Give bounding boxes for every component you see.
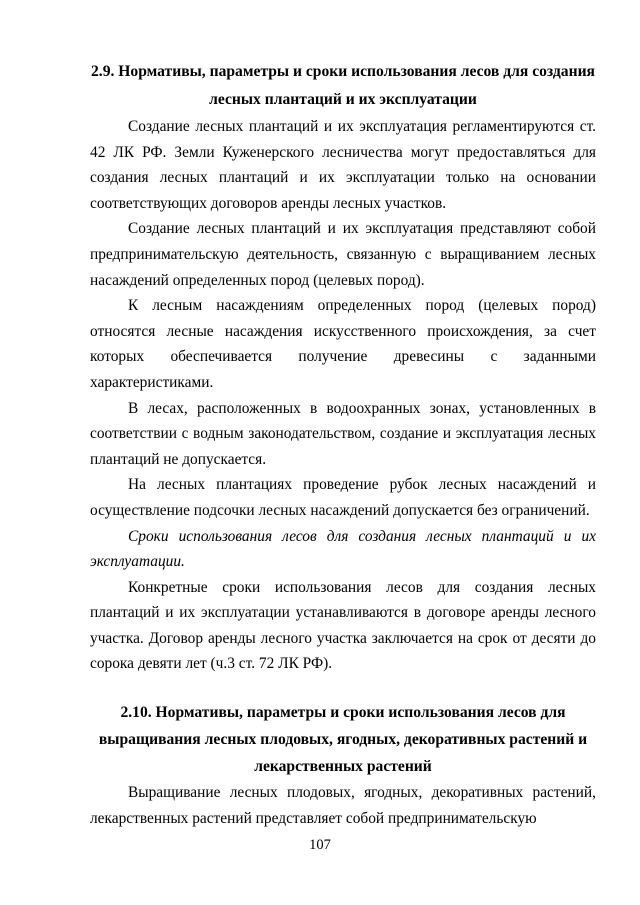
section-2-9-title: 2.9. Нормативы, параметры и сроки использования лесов для создания лесных плантаций и их эксплуатации [91, 63, 595, 108]
section-2-9-paragraph-1: Создание лесных плантаций и их эксплуатация регламентируются ст. 42 ЛК РФ. Земли Куженерского лесничества могут предоставляться для создания лесных плантаций и их эксплуатации только на основании соответствующих договоров аренды лесных участков. [90, 118, 596, 212]
section-2-9-paragraph-2: Создание лесных плантаций и их эксплуатация представляют собой предпринимательскую деятельность, связанную с выращиванием лесных насаждений определенных пород (целевых пород). [90, 220, 596, 289]
document-page [90, 58, 596, 831]
section-2-9-paragraph-4: В лесах, расположенных в водоохранных зонах, установленных в соответствии с водным законодательством, создание и эксплуатация лесных плантаций не допускается. [90, 399, 596, 468]
section-2-9-paragraph-3: К лесным насаждениям определенных пород (целевых пород) относятся лесные насаждения искусственного происхождения, за счет которых обеспечивается получение древесины с заданными характеристиками. [90, 297, 596, 391]
terms-subheading: Сроки использования лесов для создания лесных плантаций и их эксплуатации. [90, 527, 596, 571]
section-2-9-paragraph-5: На лесных плантациях проведение рубок лесных насаждений и осуществление подсочки лесных насаждений допускается без ограничений. [90, 476, 596, 519]
page-number: 107 [309, 837, 331, 853]
terms-paragraph: Конкретные сроки использования лесов для создания лесных плантаций и их эксплуатации устанавливаются в договоре аренды лесного участка. Договор аренды лесного участка заключается на срок от десяти до сорока девяти лет (ч.3 ст. 72 ЛК РФ). [90, 578, 596, 673]
section-2-10-paragraph: Выращивание лесных плодовых, ягодных, декоративных растений, лекарственных растений представляет собой предпринимательскую [90, 784, 596, 827]
section-2-10-title: 2.10. Нормативы, параметры и сроки использования лесов для выращивания лесных плодовых, ягодных, декоративных растений и лекарственных растений [98, 704, 588, 776]
section-gap [90, 677, 596, 699]
